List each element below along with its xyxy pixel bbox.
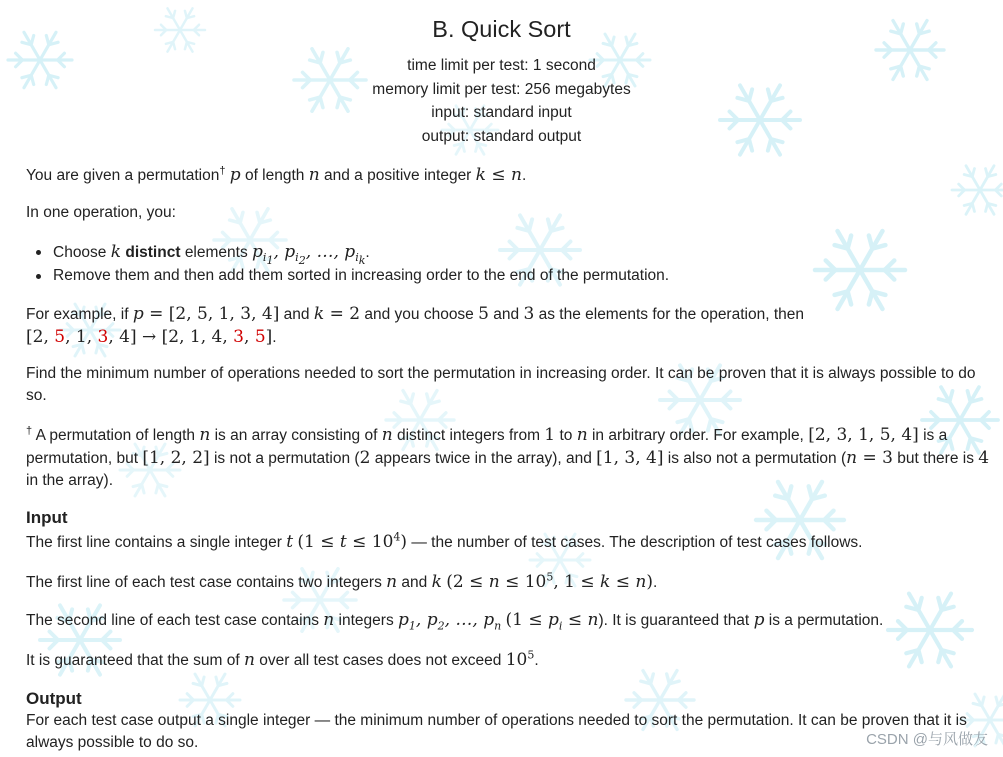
input-spec: input: standard input (431, 104, 572, 121)
problem-title: B. Quick Sort (432, 16, 571, 42)
output-spec: output: standard output (421, 128, 582, 145)
memory-limit: memory limit per test: 256 megabytes (372, 81, 631, 98)
time-limit: time limit per test: 1 second (407, 57, 596, 74)
output-heading: Output (26, 689, 82, 708)
list-item: Remove them and then add them sorted in increasing order to the end of the permutation. (26, 265, 996, 288)
input-line-1: The first line contains a single integer t $(1 \le t \le 10^4)$ — the number of test cases. The description of test cases follows. (26, 530, 863, 552)
input-line-4: It is guaranteed that the sum of n over all test cases does not exceed $10^5$. (26, 648, 539, 670)
statement-paragraph-2: In one operation, you: (26, 204, 176, 221)
input-heading: Input (26, 508, 68, 527)
example-paragraph: For example, if p = [2, 5, 1, 3, 4] and k = 2 and you choose 5 and 3 as the elements for the operation, then [2, 5, 1, 3, 4] → [2, 1, 4, 3, 5]. (26, 304, 804, 347)
find-paragraph: Find the minimum number of operations needed to sort the permutation in increasing order. It can be proven that it is always possible to do so. (26, 365, 976, 404)
input-line-2: The first line of each test case contains two integers n and k ($2 \le n \le 10^5$, 1 ≤ k ≤ n). (26, 570, 658, 592)
list-item: Choose k distinct elements $p_{i_1}$, $p_{i_2}$, …, $p_{i_k}$. (26, 241, 996, 265)
operation-list (26, 241, 996, 287)
footnote-paragraph: † A permutation of length n is an array consisting of n distinct integers from 1 to n in arbitrary order. For example, [2, 3, 1, 5, 4] is a permutation, but [1, 2, 2] is not a permutation (2 appears twice in the array), and [1, 3, 4] is also not a permutation (n = 3 but there is 4 in the array). (26, 424, 990, 489)
output-text: For each test case output a single integer — the minimum number of operations needed to sort the permutation. It can be proven that it is always possible to do so. (26, 712, 967, 751)
csdn-watermark: CSDN @与风做友 (866, 731, 988, 748)
statement-paragraph-1: You are given a permutation† p of length n and a positive integer k ≤ n. (26, 164, 527, 185)
input-line-3: The second line of each test case contains n integers $p_1$, $p_2$, …, $p_n$ $(1 \le p_i \le n)$. It is guaranteed that p is a permutation. (26, 610, 884, 633)
